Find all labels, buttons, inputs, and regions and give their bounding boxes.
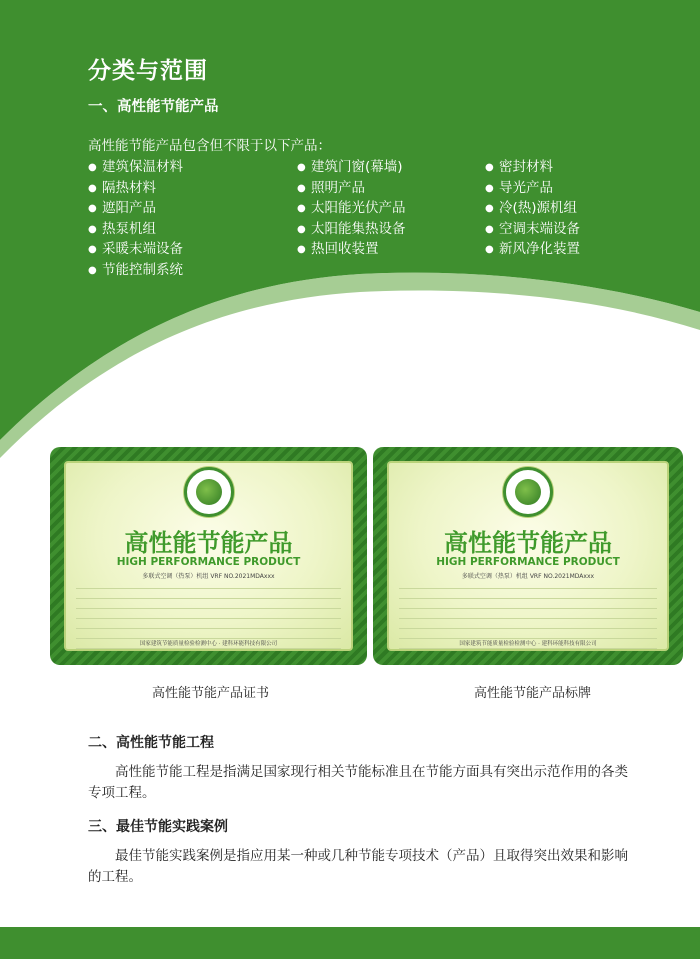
plate-issuer: 国家建筑节能质量检验检测中心 · 建科环能科技有限公司 bbox=[459, 641, 597, 647]
best-practice-description: 最佳节能实践案例是指应用某一种或几种节能专项技术（产品）且取得突出效果和影响的工程。 bbox=[88, 848, 628, 885]
list-item: ● 太阳能光伏产品 bbox=[297, 198, 406, 219]
product-list-col3 bbox=[485, 157, 580, 260]
certificate-issuer: 国家建筑节能质量检验检测中心 · 建科环能科技有限公司 bbox=[139, 641, 278, 647]
plate-subtitle: HIGH PERFORMANCE PRODUCT bbox=[436, 556, 620, 568]
list-item: ● 建筑保温材料 bbox=[88, 157, 183, 178]
product-list-col2 bbox=[297, 157, 406, 260]
list-item: ● 太阳能集热设备 bbox=[297, 219, 406, 240]
plate-model: 多联式空调（热泵）机组 VRF NO.2021MDAxxx bbox=[461, 573, 595, 580]
caption-plate: 高性能节能产品标牌 bbox=[474, 686, 592, 701]
list-item: ● 照明产品 bbox=[297, 178, 406, 199]
plate-detail-lines bbox=[399, 583, 657, 637]
plate-panel bbox=[387, 461, 669, 651]
list-item: ● 隔热材料 bbox=[88, 178, 183, 199]
certificate-panel bbox=[64, 461, 353, 651]
plate-title: 高性能节能产品 bbox=[444, 529, 612, 557]
list-item: ● 新风净化装置 bbox=[485, 239, 580, 260]
list-item: ● 空调末端设备 bbox=[485, 219, 580, 240]
certification-emblem-icon bbox=[503, 467, 553, 517]
page-title: 分类与范围 bbox=[88, 58, 208, 84]
list-item: ● 导光产品 bbox=[485, 178, 580, 199]
product-list-col1 bbox=[88, 157, 183, 280]
list-item: ● 节能控制系统 bbox=[88, 260, 183, 281]
list-item: ● 采暖末端设备 bbox=[88, 239, 183, 260]
list-item: ● 热回收装置 bbox=[297, 239, 406, 260]
list-item: ● 热泵机组 bbox=[88, 219, 183, 240]
caption-certificate: 高性能节能产品证书 bbox=[152, 686, 270, 701]
certificate-detail-lines bbox=[76, 583, 341, 637]
list-item: ● 冷(热)源机组 bbox=[485, 198, 580, 219]
section-heading-best-practice: 三、最佳节能实践案例 bbox=[88, 819, 228, 835]
certification-emblem-icon bbox=[184, 467, 234, 517]
footer-bar bbox=[0, 927, 700, 959]
list-item: ● 遮阳产品 bbox=[88, 198, 183, 219]
certificate-subtitle: HIGH PERFORMANCE PRODUCT bbox=[116, 556, 301, 568]
certificate-model: 多联式空调（热泵）机组 VRF NO.2021MDAxxx bbox=[142, 573, 275, 580]
section-heading-engineering: 二、高性能节能工程 bbox=[88, 735, 214, 751]
section-heading-products: 一、高性能节能产品 bbox=[88, 99, 219, 115]
products-intro: 高性能节能产品包含但不限于以下产品： bbox=[88, 138, 331, 154]
list-item: ● 建筑门窗(幕墙) bbox=[297, 157, 406, 178]
certificate-title: 高性能节能产品 bbox=[124, 529, 293, 557]
list-item: ● 密封材料 bbox=[485, 157, 580, 178]
engineering-description: 高性能节能工程是指满足国家现行相关节能标准且在节能方面具有突出示范作用的各类专项工程。 bbox=[88, 764, 628, 801]
product-plate-image bbox=[373, 447, 683, 665]
product-certificate-image bbox=[50, 447, 367, 665]
